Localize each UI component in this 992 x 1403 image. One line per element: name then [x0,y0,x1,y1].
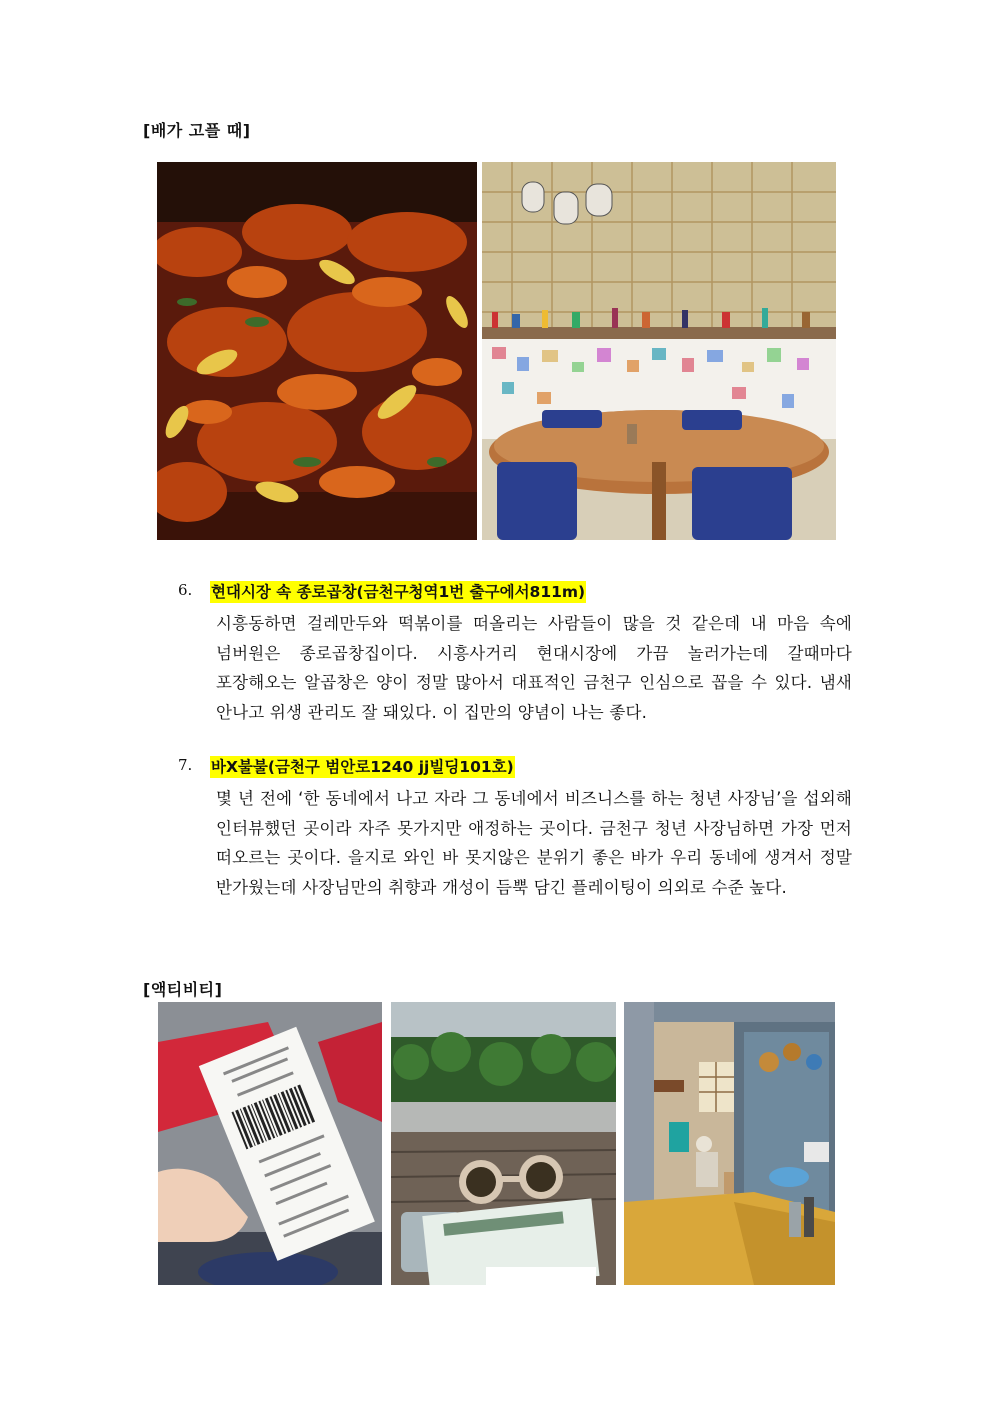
list-item-body: 몇 년 전에 ‘한 동네에서 나고 자라 그 동네에서 비즈니스를 하는 청년 사장님’을 섭외해 인터뷰했던 곳이라 자주 못가지만 애정하는 곳이다. 금천구 청년 사장님하면 가장 먼저 떠오르는 곳이다. 을지로 와인 바 못지않은 분위기 좋은 바가 우리 동네에 생겨서 정말 반가웠는데 사장님만의 취향과 개성이 듬뿍 담긴 플레이팅이 의외로 수준 높다. [216,789,852,897]
list-item-number: 7. [178,756,193,774]
sunglasses-book-on-bench-photo [391,1002,616,1285]
list-item-number: 6. [178,581,193,599]
section-heading-activity: [액티비티] [143,980,223,999]
spicy-gopchang-dish-photo [157,162,477,540]
list-item-body: 시흥동하면 걸레만두와 떡볶이를 떠올리는 사람들이 많을 것 같은데 내 마음 속에 넘버원은 종로곱창집이다. 시흥사거리 현대시장에 가끔 놀러가는데 갈때마다 포장해오는 알곱창은 양이 정말 많아서 대표적인 금천구 인심으로 꼽을 수 있다. 냄새 안나고 위생 관리도 잘 돼있다. 이 집만의 양념이 나는 좋다. [216,614,852,722]
cafe-interior-round-table-photo [482,162,836,540]
list-item-title-highlight: 현대시장 속 종로곱창(금천구청역1번 출구에서811m) [211,583,586,601]
museum-diorama-room-photo [624,1002,835,1285]
list-item-7 [178,756,853,936]
library-receipt-photo [158,1002,382,1285]
list-item-6 [178,581,853,751]
list-item-title-highlight: 바X불불(금천구 범안로1240 jj빌딩101호) [211,758,514,776]
section-heading-bar: [배가 고플 때] [143,121,251,140]
